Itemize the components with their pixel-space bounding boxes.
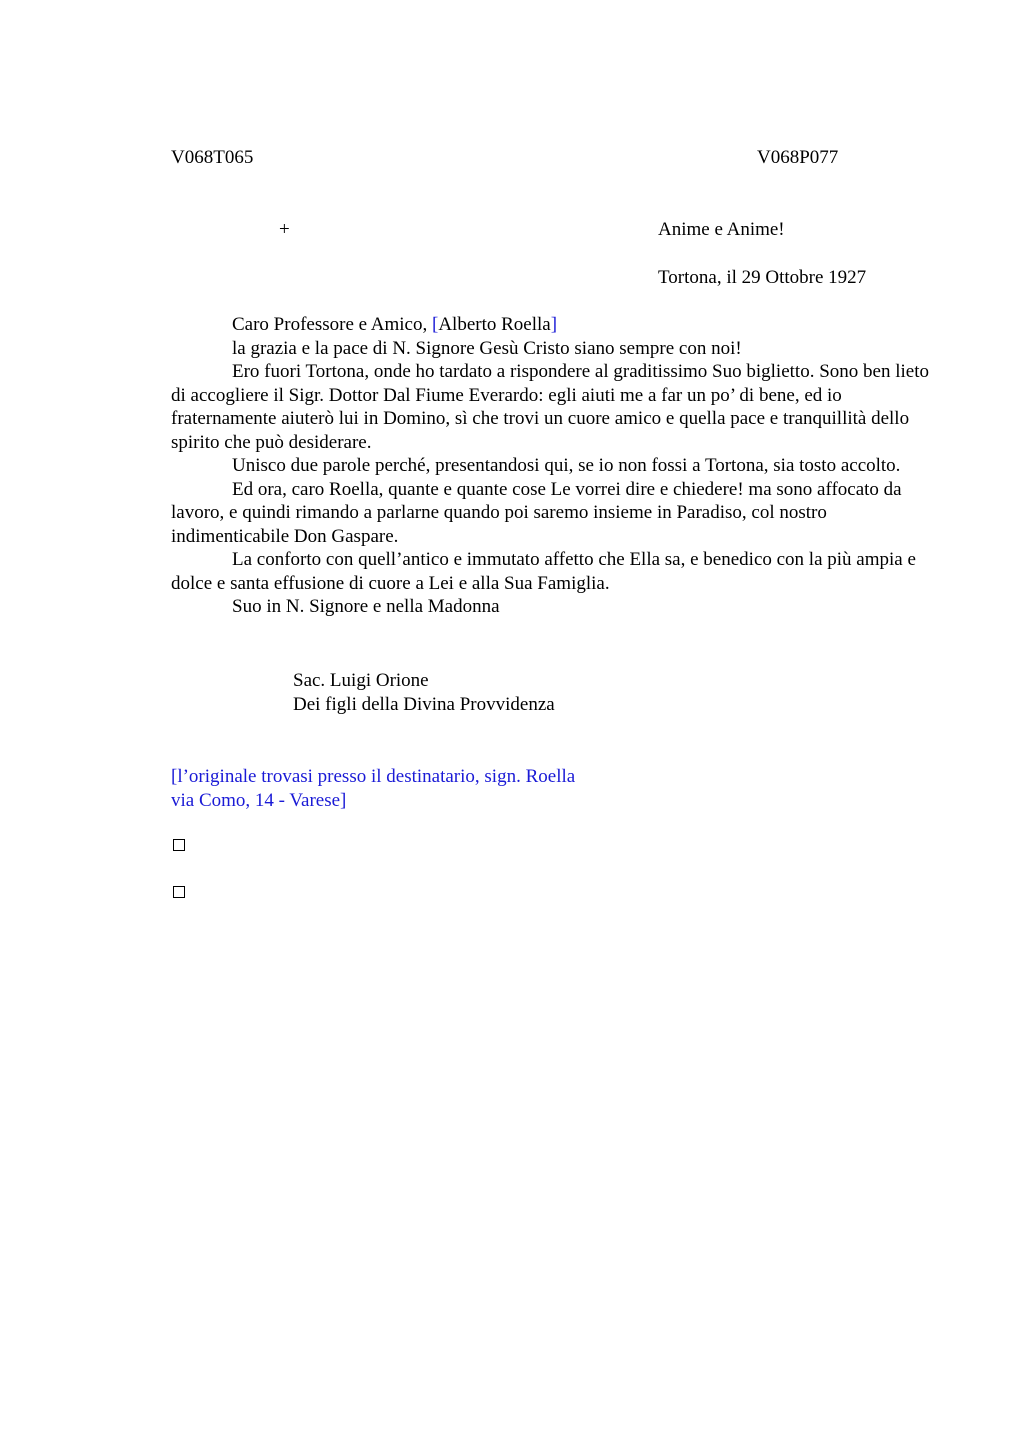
greeting: la grazia e la pace di N. Signore Gesù Cristo siano sempre con noi! bbox=[232, 337, 742, 359]
salutation-text: Caro Professore e Amico, bbox=[232, 314, 432, 335]
letter-body bbox=[171, 313, 931, 619]
note-line-2: via Como, 14 - Varese] bbox=[171, 789, 347, 811]
note-line-1: [l’originale trovasi presso il destinatario, sign. Roella bbox=[171, 766, 576, 787]
addressee-name: Alberto Roella bbox=[438, 314, 551, 335]
bracket-open: [ bbox=[431, 314, 439, 335]
editorial-note bbox=[171, 765, 575, 812]
place-date: Tortona, il 29 Ottobre 1927 bbox=[658, 267, 867, 288]
empty-checkbox-icon bbox=[173, 839, 185, 851]
motto: Anime e Anime! bbox=[658, 219, 785, 240]
closing: Suo in N. Signore e nella Madonna bbox=[232, 596, 500, 617]
signature-title: Dei figli della Divina Provvidenza bbox=[293, 693, 555, 715]
cross-symbol: + bbox=[279, 219, 290, 240]
paragraph: Ero fuori Tortona, onde ho tardato a rispondere al graditissimo Suo biglietto. Sono ben lieto di accogliere il Sigr. Dottor Dal Fiume Everardo: egli aiuti me a far un po’ di bene, ed io fraternamente aiuterò lui in Domino, sì che trovi un cuore amico e quella pace e tranquillità dello spirito che può desiderare. bbox=[171, 361, 929, 453]
document-code-right: V068P077 bbox=[757, 147, 839, 168]
paragraph: Unisco due parole perché, presentandosi qui, se io non fossi a Tortona, sia tosto accolto. bbox=[232, 455, 901, 476]
paragraph: Ed ora, caro Roella, quante e quante cose Le vorrei dire e chiedere! ma sono affocato da lavoro, e quindi rimando a parlarne quando poi saremo insieme in Paradiso, col nostro indimenticabile Don Gaspare. bbox=[171, 478, 902, 547]
bracket-close: ] bbox=[550, 314, 558, 335]
signature-block bbox=[293, 669, 555, 716]
signature-name: Sac. Luigi Orione bbox=[293, 670, 429, 691]
salutation bbox=[171, 313, 931, 337]
paragraph: La conforto con quell’antico e immutato affetto che Ella sa, e benedico con la più ampia e dolce e santa effusione di cuore a Lei e alla Sua Famiglia. bbox=[171, 549, 916, 594]
empty-checkbox-icon bbox=[173, 886, 185, 898]
document-code-left: V068T065 bbox=[171, 147, 254, 168]
